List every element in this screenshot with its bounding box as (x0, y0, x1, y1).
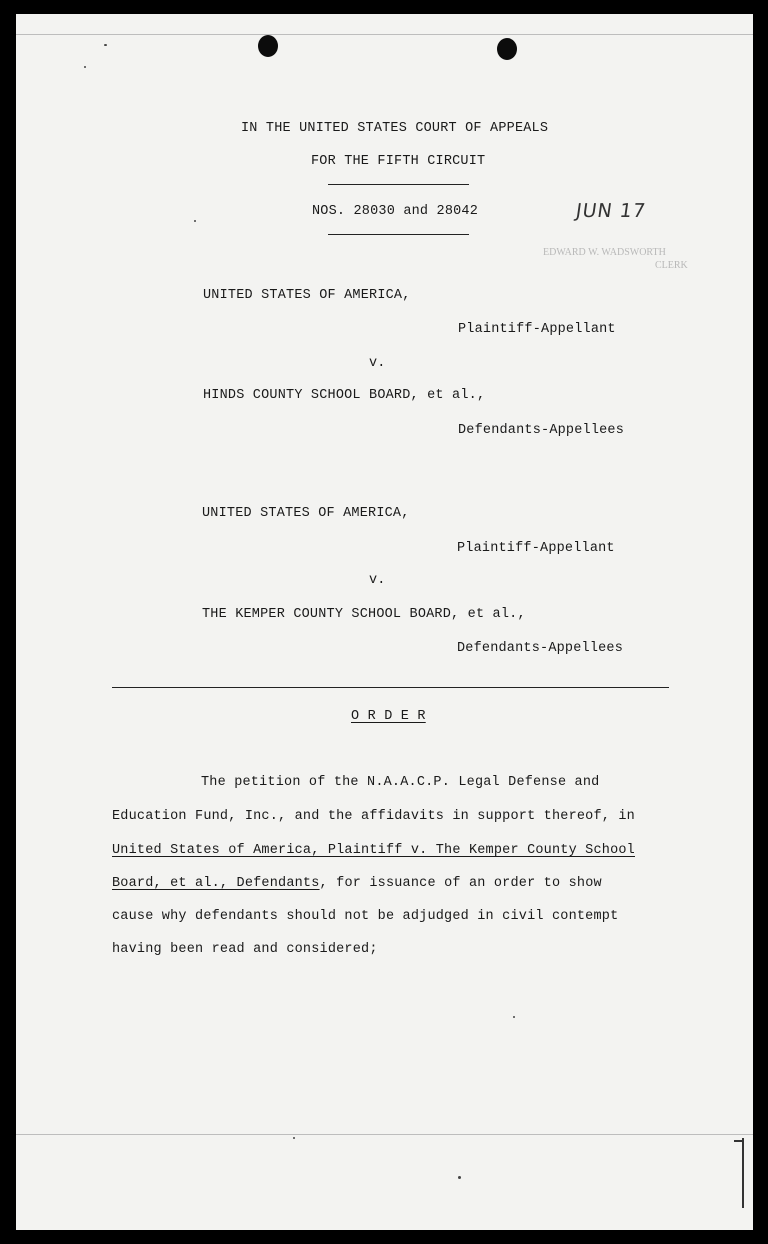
caption2-defendant-role: Defendants-Appellees (457, 641, 624, 656)
case-numbers: NOS. 28030 and 28042 (312, 204, 479, 219)
order-heading: O R D E R (351, 709, 426, 724)
order-body-line: Education Fund, Inc., and the affidavits in support thereof, in (112, 809, 635, 824)
caption2-plaintiff: UNITED STATES OF AMERICA, (202, 506, 410, 521)
order-case-citation: United States of America, Plaintiff v. The Kemper County School (112, 843, 635, 858)
caption1-defendant-role: Defendants-Appellees (458, 423, 625, 438)
caption1-versus: v. (369, 356, 386, 371)
order-body-text: , for issuance of an order to show (319, 876, 602, 891)
circuit-name: FOR THE FIFTH CIRCUIT (311, 154, 486, 169)
order-body-line: having been read and considered; (112, 942, 378, 957)
page-edge-mark (742, 1138, 744, 1208)
caption1-defendant: HINDS COUNTY SCHOOL BOARD, et al., (203, 388, 486, 403)
caption1-plaintiff: UNITED STATES OF AMERICA, (203, 288, 411, 303)
caption2-plaintiff-role: Plaintiff-Appellant (457, 541, 615, 556)
section-divider (112, 687, 669, 688)
order-body-line (112, 876, 602, 891)
stamp-date: JUN 17 (574, 200, 648, 222)
speck (84, 66, 86, 68)
speck (513, 1016, 515, 1018)
speck (194, 220, 196, 222)
stamp-clerk-name: EDWARD W. WADSWORTH (543, 247, 666, 258)
speck (293, 1137, 295, 1139)
document-page (16, 14, 753, 1230)
caption1-plaintiff-role: Plaintiff-Appellant (458, 322, 616, 337)
stamp-clerk-title: CLERK (655, 260, 688, 271)
speck (458, 1176, 461, 1179)
punch-hole-right (497, 38, 517, 60)
punch-hole-left (258, 35, 278, 57)
caption2-defendant: THE KEMPER COUNTY SCHOOL BOARD, et al., (202, 607, 526, 622)
order-body-line: The petition of the N.A.A.C.P. Legal Defense and (201, 775, 600, 790)
speck (104, 44, 107, 46)
page-edge-mark (16, 34, 753, 35)
divider (328, 234, 469, 235)
caption2-versus: v. (369, 573, 386, 588)
page-edge-mark (16, 1134, 753, 1135)
page-edge-mark (734, 1140, 744, 1142)
divider (328, 184, 469, 185)
order-body-line: cause why defendants should not be adjudged in civil contempt (112, 909, 619, 924)
order-case-citation-end: Board, et al., Defendants (112, 876, 320, 891)
court-name: IN THE UNITED STATES COURT OF APPEALS (241, 121, 549, 136)
